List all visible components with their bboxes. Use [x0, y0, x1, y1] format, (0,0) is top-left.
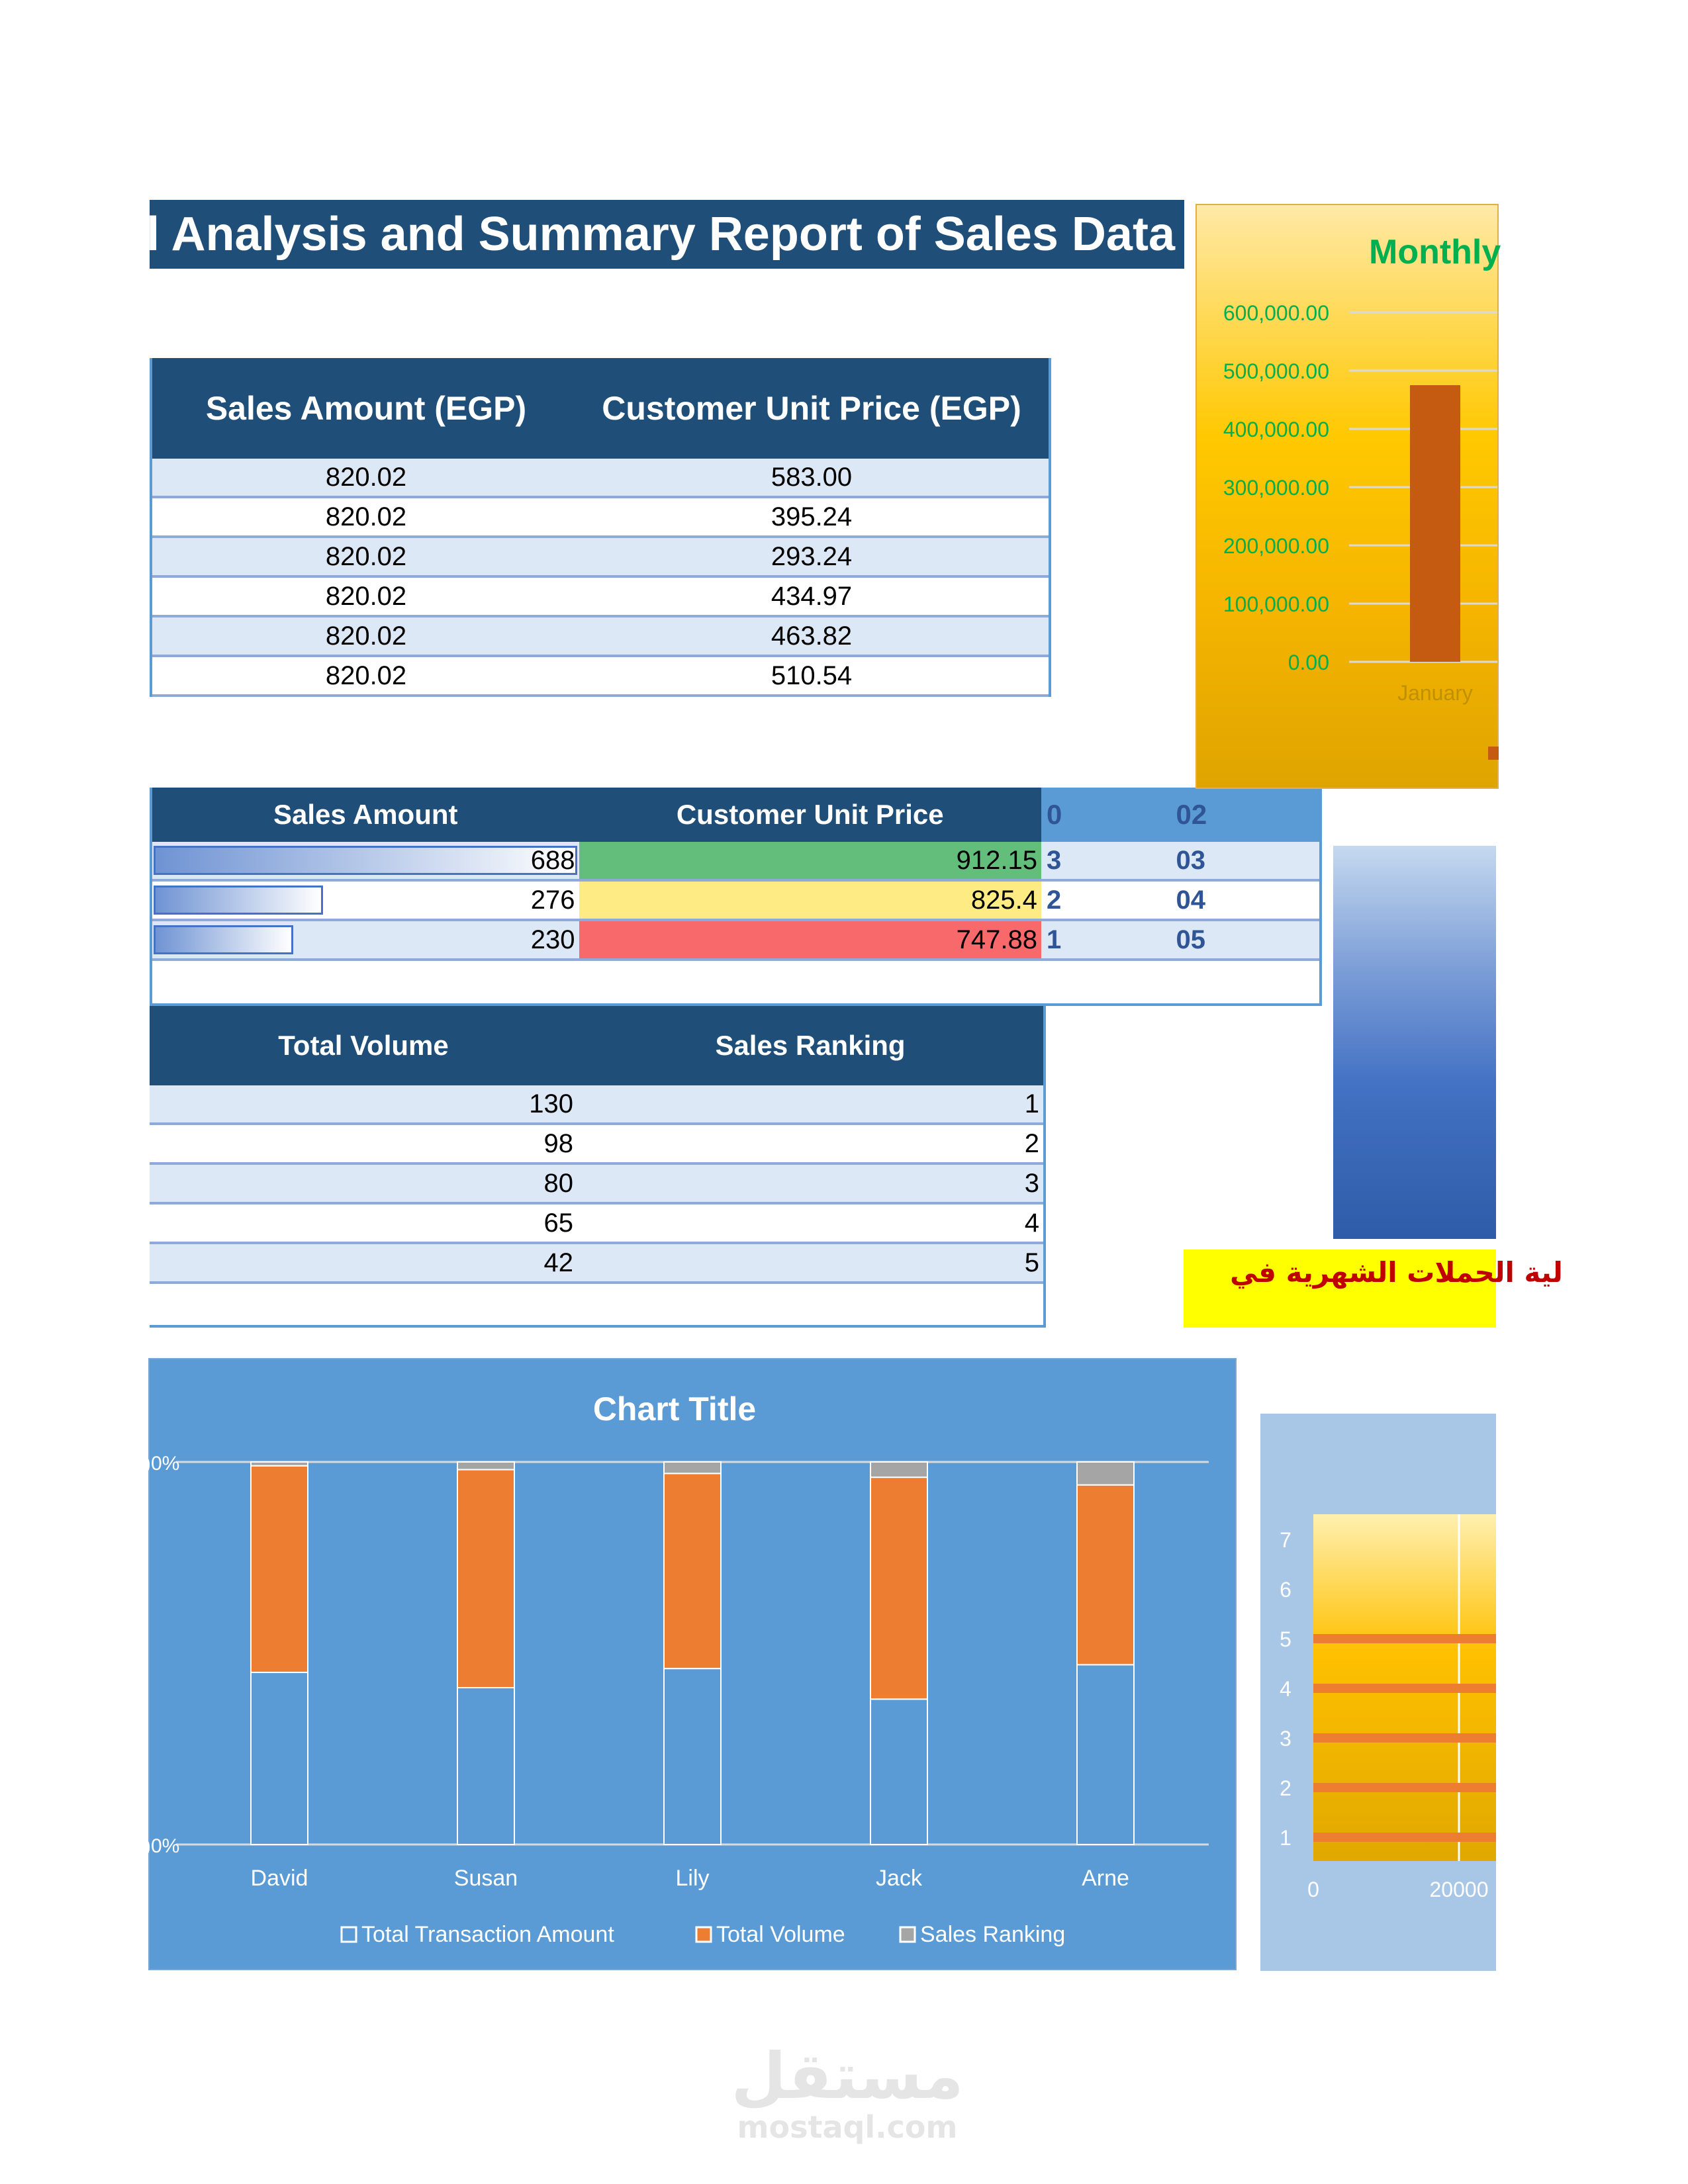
legend-swatch — [1488, 747, 1499, 760]
table-row — [152, 657, 1049, 697]
sales-price-table — [150, 358, 1051, 697]
bar-segment-jack-2 — [870, 1462, 927, 1477]
sales-ranking-cell: 2 — [1024, 1128, 1039, 1158]
table-header-row — [152, 788, 1319, 842]
customer-unit-price-cell — [579, 921, 1041, 958]
sales-amount-cell — [152, 842, 579, 879]
sales-amount-cell — [152, 921, 579, 958]
x-tick-label: Susan — [453, 1866, 518, 1891]
data-bar — [154, 925, 293, 954]
table-header-row — [152, 358, 1049, 459]
table-row — [152, 459, 1049, 498]
bar-segment-david-0 — [251, 1672, 308, 1844]
watermark-logo — [731, 2039, 964, 2151]
cell: 510.54 — [771, 660, 853, 690]
y-tick-label: 7 — [1280, 1528, 1291, 1552]
bar-segment-arne-1 — [1077, 1485, 1134, 1665]
customer-unit-price-value: 747.88 — [956, 925, 1037, 954]
header-sales-amount: Sales Amount (EGP) — [205, 390, 527, 427]
bar-segment-lily-1 — [664, 1473, 721, 1668]
code-cell: 03 — [1176, 845, 1205, 875]
legend-label: Total Volume — [716, 1922, 845, 1947]
cell: 820.02 — [325, 541, 407, 571]
bar-row-4 — [1313, 1684, 1496, 1693]
monthly-chart — [1196, 204, 1499, 789]
header-customer-unit-price: Customer Unit Price — [579, 788, 1041, 842]
table-row — [150, 1165, 1043, 1205]
header-code: 02 — [1174, 788, 1320, 842]
stacked-percent-chart — [144, 1358, 1237, 1970]
sales-ranking-cell: 4 — [1024, 1208, 1039, 1238]
x-tick-label: 0 — [1307, 1878, 1319, 1901]
total-volume-cell: 130 — [529, 1089, 573, 1118]
customer-unit-price-value: 825.4 — [970, 885, 1037, 915]
total-volume-cell: 65 — [543, 1208, 573, 1238]
y-tick-label: 4 — [1280, 1677, 1291, 1701]
table-row — [152, 882, 1319, 921]
cell: 434.97 — [771, 581, 853, 611]
cell: 820.02 — [325, 621, 407, 651]
sales-amount-value: 688 — [530, 845, 575, 875]
bar-segment-lily-2 — [664, 1462, 721, 1473]
y-tick-label: 0.00 — [1288, 651, 1329, 674]
arabic-banner — [1184, 1250, 1563, 1328]
cell: 820.02 — [325, 462, 407, 492]
bar-segment-lily-0 — [664, 1668, 721, 1844]
x-tick-label: January — [1397, 681, 1473, 705]
bar-row-5 — [1313, 1634, 1496, 1643]
header-rank: 0 — [1041, 788, 1174, 842]
y-tick-label: 6 — [1280, 1578, 1291, 1602]
svg-text:مستقل: مستقل — [731, 2039, 964, 2113]
header-sales-amount: Sales Amount — [152, 788, 579, 842]
legend-label: Sales Ranking — [920, 1922, 1066, 1947]
bar-segment-susan-2 — [457, 1462, 514, 1470]
x-tick-label: Arne — [1082, 1866, 1129, 1891]
monthly-chart-title: Monthly — [1369, 233, 1501, 271]
legend-swatch — [342, 1927, 356, 1942]
x-tick-label: Lily — [675, 1866, 710, 1891]
y-tick-label: 600,000.00 — [1223, 301, 1329, 325]
bar-segment-arne-0 — [1077, 1664, 1134, 1844]
table-row — [150, 1205, 1043, 1244]
table-header-row — [150, 1006, 1043, 1085]
bar-segment-david-1 — [251, 1466, 308, 1672]
report-title-banner — [146, 200, 1184, 269]
cell: 463.82 — [771, 621, 853, 651]
data-bar — [154, 886, 323, 915]
bar-row-1 — [1313, 1833, 1496, 1842]
sales-amount-value: 276 — [530, 885, 575, 915]
cell: 820.02 — [325, 581, 407, 611]
y-tick-label: 500,000.00 — [1223, 359, 1329, 383]
bar-segment-susan-1 — [457, 1470, 514, 1688]
bar-row-2 — [1313, 1783, 1496, 1792]
rank-cell: 3 — [1046, 845, 1062, 875]
table-row — [152, 538, 1049, 578]
table-row — [152, 842, 1319, 882]
table-row — [152, 578, 1049, 617]
rank-cell: 2 — [1046, 885, 1062, 915]
y-tick-label: 3 — [1280, 1727, 1291, 1751]
blue-gradient-panel — [1333, 846, 1496, 1239]
total-volume-cell: 98 — [543, 1128, 573, 1158]
y-tick-label: )0% — [144, 1453, 180, 1475]
horizontal-bar-chart — [1260, 1414, 1496, 1971]
bar-segment-jack-1 — [870, 1477, 927, 1699]
customer-unit-price-cell — [579, 882, 1041, 919]
total-volume-cell: 80 — [543, 1168, 573, 1198]
legend-label: Total Transaction Amount — [361, 1922, 614, 1947]
y-tick-label: 400,000.00 — [1223, 418, 1329, 441]
code-cell: 05 — [1176, 925, 1205, 954]
header-customer-unit-price: Customer Unit Price (EGP) — [602, 390, 1021, 427]
mostaql-logo-icon — [731, 2039, 964, 2151]
x-tick-label: David — [250, 1866, 308, 1891]
volume-ranking-table — [150, 1006, 1046, 1328]
horizontal-chart-svg — [1260, 1414, 1496, 1971]
header-sales-ranking: Sales Ranking — [715, 1030, 906, 1061]
table-row — [150, 1085, 1043, 1125]
header-total-volume: Total Volume — [278, 1030, 449, 1061]
sales-amount-value: 230 — [530, 925, 575, 954]
y-tick-label: 2 — [1280, 1776, 1291, 1800]
code-cell: 04 — [1176, 885, 1205, 915]
legend-swatch — [900, 1927, 915, 1942]
total-volume-cell: 42 — [543, 1248, 573, 1277]
customer-unit-price-cell — [579, 842, 1041, 879]
bar-segment-arne-2 — [1077, 1462, 1134, 1485]
table-row — [150, 1125, 1043, 1165]
y-tick-label: 100,000.00 — [1223, 592, 1329, 616]
table-row — [152, 921, 1319, 961]
y-tick-label: 1 — [1280, 1826, 1291, 1850]
bar-segment-susan-0 — [457, 1688, 514, 1844]
legend-swatch — [696, 1927, 711, 1942]
table-row — [150, 1244, 1043, 1284]
sales-ranking-cell: 3 — [1024, 1168, 1039, 1198]
cell: 293.24 — [771, 541, 853, 571]
svg-text:mostaql.com: mostaql.com — [737, 2109, 958, 2145]
bar-segment-jack-0 — [870, 1699, 927, 1844]
sales-ranking-cell: 1 — [1024, 1089, 1039, 1118]
monthly-chart-svg — [1197, 205, 1501, 788]
y-tick-label: 5 — [1280, 1627, 1291, 1651]
rank-cell: 1 — [1046, 925, 1062, 954]
cell: 820.02 — [325, 502, 407, 531]
stacked-chart-title: Chart Title — [592, 1390, 757, 1428]
sales-amount-cell — [152, 882, 579, 919]
report-title: l Analysis and Summary Report of Sales Data — [146, 208, 1175, 261]
table-row — [152, 498, 1049, 538]
arabic-banner-text: لية الحملات الشهرية في — [1230, 1256, 1563, 1289]
y-tick-label: )0% — [144, 1835, 180, 1857]
sales-ranking-cell: 5 — [1024, 1248, 1039, 1277]
customer-unit-price-value: 912.15 — [956, 845, 1037, 875]
x-tick-label: 20000 — [1429, 1878, 1489, 1901]
cell: 820.02 — [325, 660, 407, 690]
sales-summary-table — [150, 788, 1322, 1006]
table-row — [152, 617, 1049, 657]
x-tick-label: Jack — [876, 1866, 922, 1891]
bar-row-3 — [1313, 1733, 1496, 1743]
stacked-chart-svg — [144, 1359, 1238, 1972]
cell: 395.24 — [771, 502, 853, 531]
bar-segment-david-2 — [251, 1462, 308, 1466]
y-tick-label: 300,000.00 — [1223, 476, 1329, 500]
y-tick-label: 200,000.00 — [1223, 534, 1329, 558]
cell: 583.00 — [771, 462, 853, 492]
bar-january — [1410, 385, 1460, 662]
data-bar — [154, 846, 577, 875]
